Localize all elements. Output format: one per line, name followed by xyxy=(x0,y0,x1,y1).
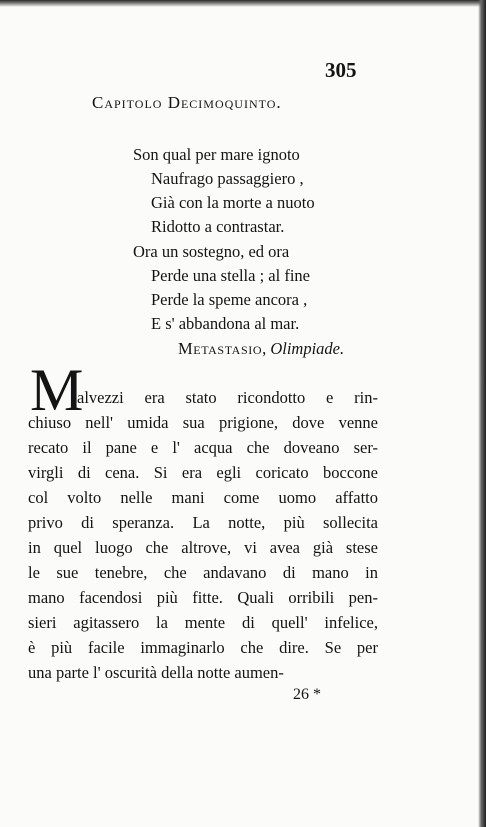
body-line: in quel luogo che altrove, vi avea già stese xyxy=(28,538,378,557)
epigraph-attribution xyxy=(178,339,344,359)
body-line: chiuso nell' umida sua prigione, dove venne xyxy=(28,413,378,432)
epigraph-line: Naufrago passaggiero , xyxy=(151,169,304,188)
scan-edge-right xyxy=(478,0,486,827)
page-number: 305 xyxy=(325,58,357,82)
body-line: recato il pane e l' acqua che doveano ser- xyxy=(28,438,378,457)
attribution-separator: , xyxy=(262,339,271,358)
body-line: una parte l' oscurità della notte aumen- xyxy=(28,663,284,682)
epigraph-line: Perde la speme ancora , xyxy=(151,290,308,309)
body-line: le sue tenebre, che andavano di mano in xyxy=(28,563,378,582)
body-line: col volto nelle mani come uomo affatto xyxy=(28,488,378,507)
scan-edge-top xyxy=(0,0,486,7)
attribution-author: Metastasio xyxy=(178,339,263,358)
epigraph-line: Già con la morte a nuoto xyxy=(151,193,315,212)
drop-cap: M xyxy=(30,357,84,423)
body-line: è più facile immaginarlo che dire. Se per xyxy=(28,638,378,657)
epigraph-line: Ora un sostegno, ed ora xyxy=(133,242,290,261)
epigraph-line: Perde una stella ; al fine xyxy=(151,266,310,285)
attribution-work: Olimpiade. xyxy=(270,339,345,358)
body-line: privo di speranza. La notte, più sollecita xyxy=(28,513,378,532)
body-line: virgli di cena. Si era egli coricato boccone xyxy=(28,463,378,482)
body-line: mano facendosi più fitte. Quali orribili pen- xyxy=(28,588,378,607)
epigraph-line: Ridotto a contrastar. xyxy=(151,217,285,236)
body-line: sieri agitassero la mente di quell' infelice, xyxy=(28,613,378,632)
epigraph-line: Son qual per mare ignoto xyxy=(133,145,300,164)
epigraph-line: E s' abbandona al mar. xyxy=(151,314,300,333)
signature-mark: 26 * xyxy=(293,686,321,703)
body-line: alvezzi era stato ricondotto e rin- xyxy=(77,388,378,407)
chapter-heading: Capitolo Decimoquinto. xyxy=(92,93,282,112)
